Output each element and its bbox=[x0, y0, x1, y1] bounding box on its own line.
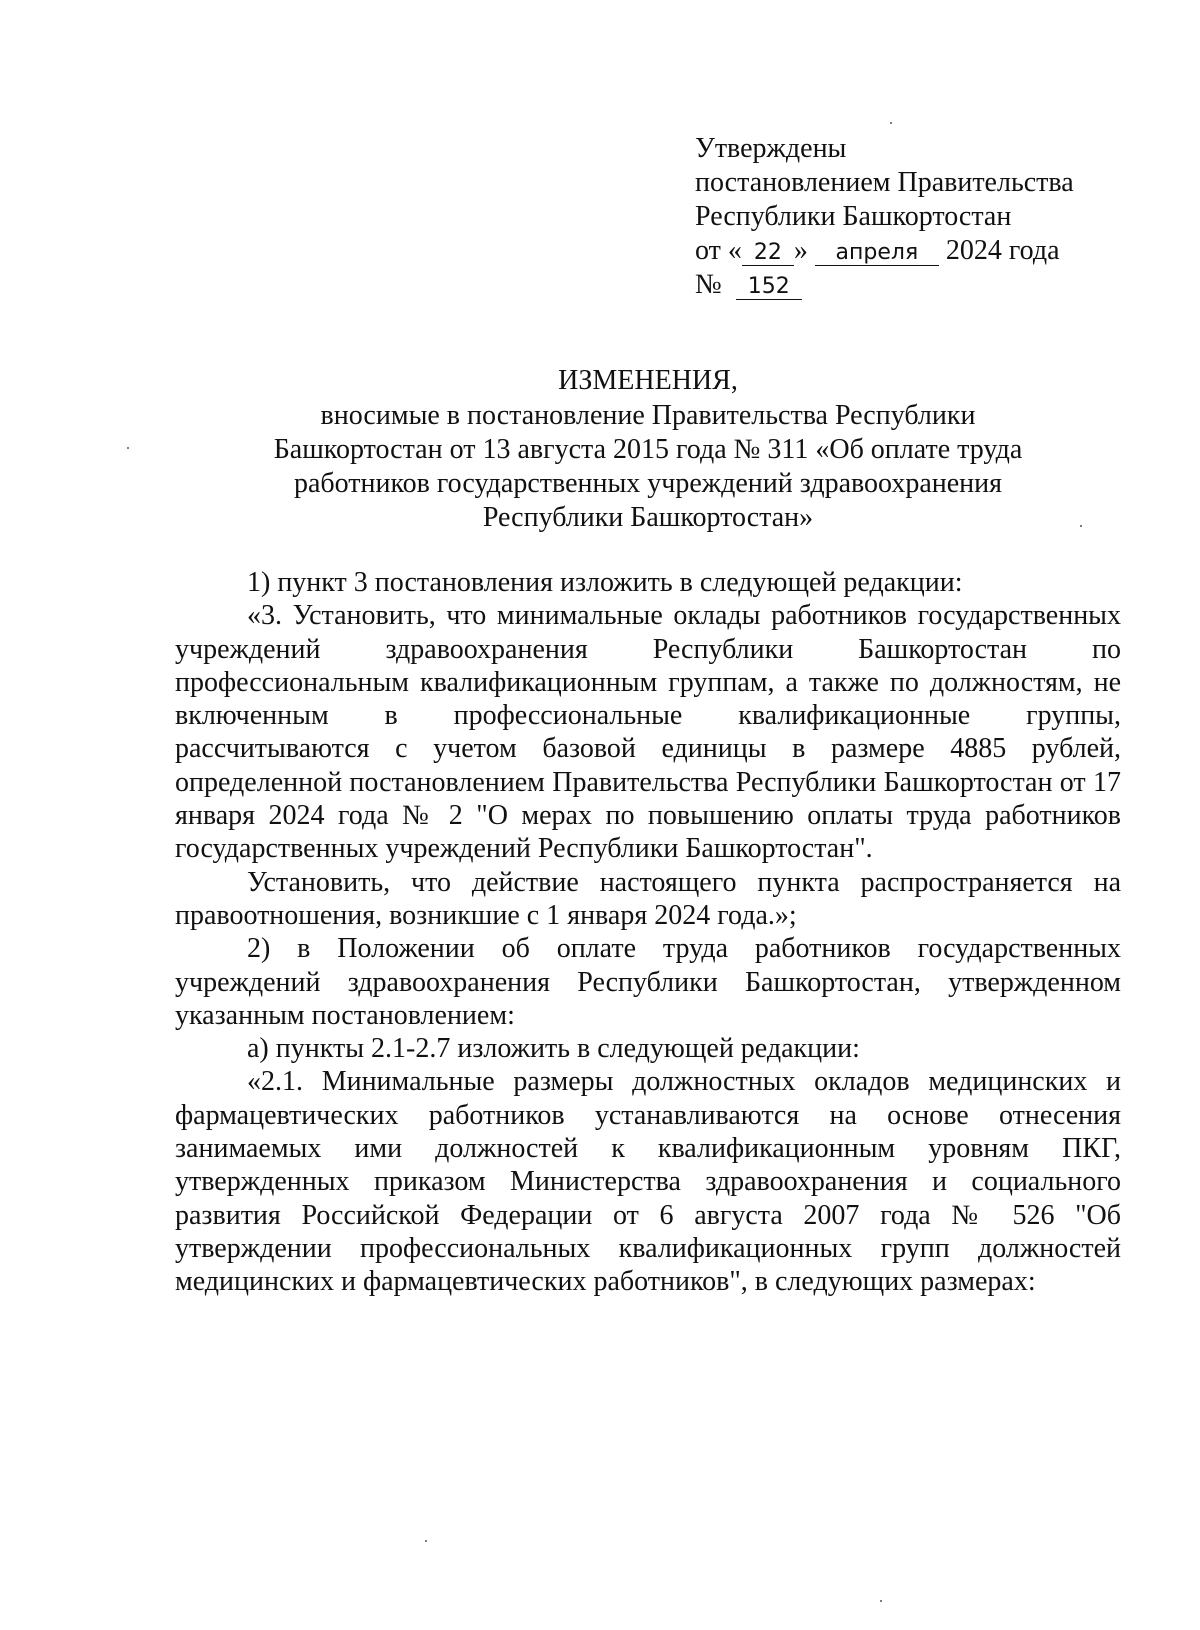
date-suffix: 2024 года bbox=[945, 235, 1060, 266]
paragraph-1: 1) пункт 3 постановления изложить в следующей редакции: bbox=[247, 567, 963, 598]
title-line-4: Республики Башкортостан» bbox=[482, 502, 814, 533]
number-sign: № bbox=[695, 269, 722, 300]
paragraph-6: «2.1. Минимальные размеры должностных окладов медицинских и фармацевтических работников устанавливаются на основе отнесения занимаемых ими должностей к квалификационным уровням ПКГ, утвержденных приказом Министерства здравоохранения и социального развития Российской Федерации от 6 августа 2007 года № 526 "Об утверждении профессиональных квалификационных групп должностей медицинских и фармацевтических работников", в следующих размерах: bbox=[175, 1066, 1121, 1298]
paragraph-2: «3. Установить, что минимальные оклады работников государственных учреждений здравоохранения Республики Башкортостан по профессиональным квалификационным группам, а также по должностям, не включенным в профессиональные квалификационные группы, рассчитываются с учетом базовой единицы в размере 4885 рублей, определенной постановлением Правительства Республики Башкортостан от 17 января 2024 года № 2 "О мерах по повышению оплаты труда работников государственных учреждений Республики Башкортостан". bbox=[175, 600, 1121, 865]
title-line-3: работников государственных учреждений здравоохранения bbox=[293, 468, 1003, 499]
number-handwritten: 152 bbox=[736, 275, 802, 300]
scan-speck bbox=[127, 447, 129, 449]
approval-stamp-block bbox=[695, 132, 1074, 302]
document-title-block bbox=[175, 364, 1121, 535]
approval-line-3: Республики Башкортостан bbox=[695, 201, 1012, 232]
approval-line-2: постановлением Правительства bbox=[695, 167, 1074, 198]
scan-speck bbox=[1080, 525, 1082, 527]
date-month-handwritten: апреля bbox=[815, 241, 939, 266]
approval-date-line bbox=[695, 234, 1074, 268]
title-line-2: Башкортостан от 13 августа 2015 года № 311 «Об оплате труда bbox=[273, 434, 1023, 465]
title-line-1: вносимые в постановление Правительства Республики bbox=[320, 400, 976, 431]
scan-speck bbox=[425, 1540, 427, 1542]
approval-number-line bbox=[695, 268, 1074, 302]
approval-line-1: Утверждены bbox=[695, 133, 847, 164]
document-heading: ИЗМЕНЕНИЯ, bbox=[558, 365, 738, 396]
paragraph-5: а) пункты 2.1-2.7 изложить в следующей редакции: bbox=[247, 1033, 860, 1065]
scan-speck bbox=[880, 1600, 882, 1602]
paragraph-4: 2) в Положении об оплате труда работников государственных учреждений здравоохранения Республики Башкортостан, утвержденном указанным постановлением: bbox=[175, 933, 1121, 1031]
scan-speck bbox=[890, 122, 892, 124]
date-prefix: от « bbox=[695, 235, 742, 266]
date-mid: » bbox=[793, 235, 808, 266]
date-day-handwritten: 22 bbox=[742, 241, 794, 266]
paragraph-3: Установить, что действие настоящего пункта распространяется на правоотношения, возникшие с 1 января 2024 года.»; bbox=[175, 866, 1121, 931]
document-body bbox=[175, 566, 1121, 1299]
